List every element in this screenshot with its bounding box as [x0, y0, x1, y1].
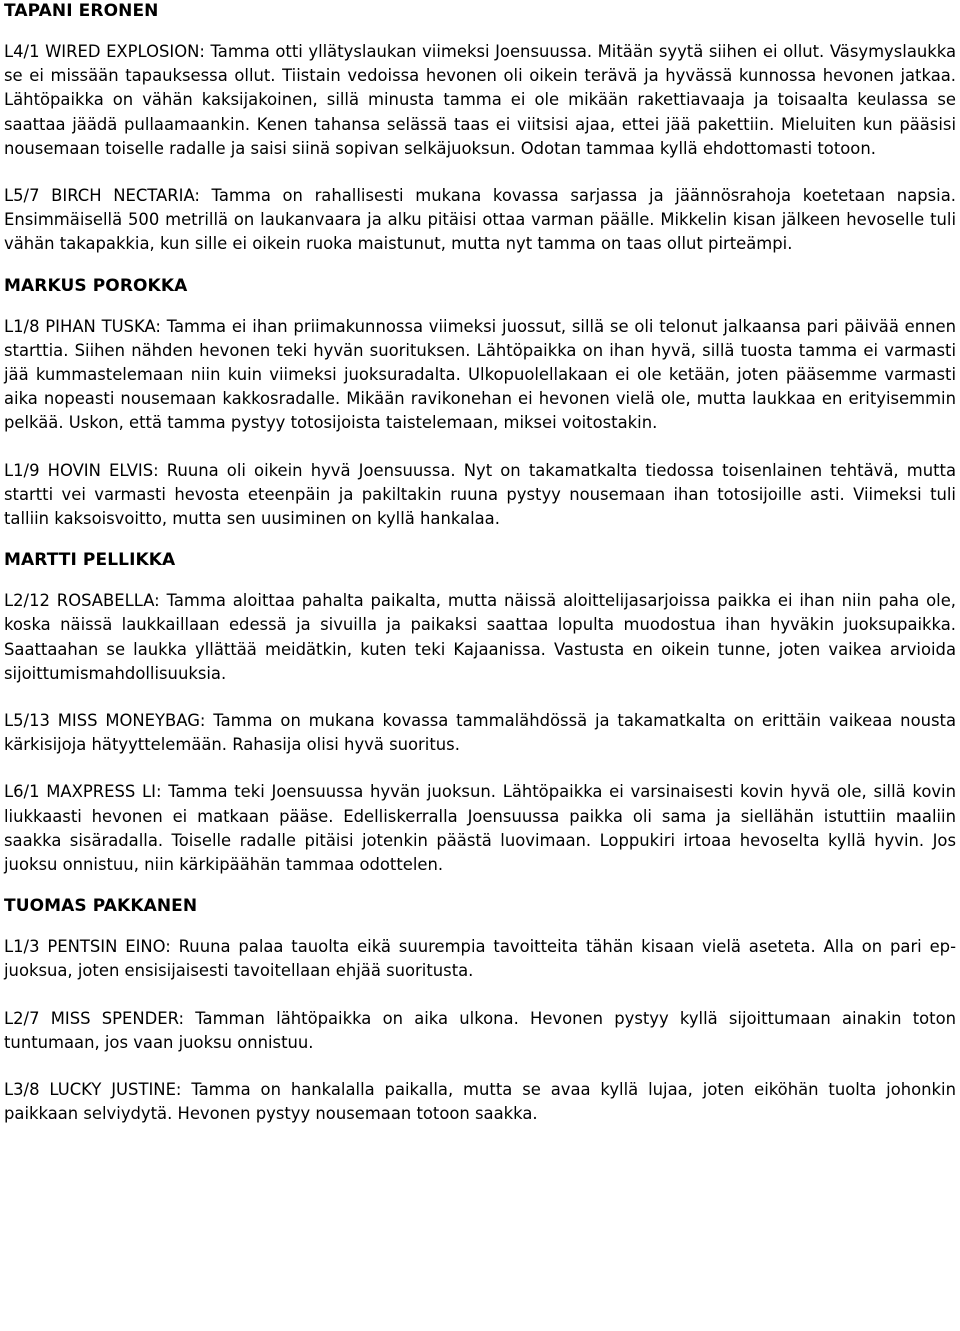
paragraph: L6/1 MAXPRESS LI: Tamma teki Joensuussa hyvän juoksun. Lähtöpaikka ei varsinaisesti kovin hyvä ole, sillä kovin liukkaasti hevonen ei matkaan pääse. Edelliskerralla Joensuussa paikka oli sama ja siellähän istuttiin maaliin saakka sisäradalla. Toiselle radalle pitäisi jotenkin päästä luovimaan. Loppukiri irtoaa hevoselta kyllä hyvin. Jos juoksu onnistuu, niin kärkipäähän tammaa odottelen. [4, 782, 956, 875]
section-heading: TAPANI ERONEN [4, 1, 159, 21]
paragraph: L1/3 PENTSIN EINO: Ruuna palaa tauolta eikä suurempia tavoitteita tähän kisaan vielä aseteta. Alla on pari ep-juoksua, joten ensisijaisesti tavoitellaan ehjää suoritusta. [4, 937, 956, 981]
paragraph: L5/7 BIRCH NECTARIA: Tamma on rahallisesti mukana kovassa sarjassa ja jäännösrahoja koetetaan napsia. Ensimmäisellä 500 metrillä on laukanvaara ja alku pitäisi ottaa varman päälle. Mikkelin kisan jälkeen hevoselle tuli vähän takapakkia, kun sille ei oikein ruoka maistunut, mutta nyt tamma on taas ollut pirteämpi. [4, 186, 956, 254]
paragraph: L4/1 WIRED EXPLOSION: Tamma otti yllätyslaukan viimeksi Joensuussa. Mitään syytä siihen ei ollut. Väsymyslaukka se ei missään tapauksessa ollut. Tiistain vedoissa hevonen oli oikein terävä ja hyvässä kunnossa hevonen jatkaa. Lähtöpaikka on vähän kaksijakoinen, sillä minusta tamma ei ole mikään rakettiavaaja ja toisaalta keulassa se saattaa jäädä pullaamaankin. Kenen tahansa selässä taas ei viitsisi ajaa, ettei jää pakettiin. Mieluiten kun pääsisi nousemaan toiselle radalle ja saisi siinä sopivan selkäjuoksun. Odotan tammaa kyllä ehdottomasti totoon. [4, 42, 956, 158]
paragraph: L3/8 LUCKY JUSTINE: Tamma on hankalalla paikalla, mutta se avaa kyllä lujaa, joten eiköhän tuolta johonkin paikkaan selviydytä. Hevonen pystyy nousemaan totoon saakka. [4, 1080, 956, 1124]
section-heading: TUOMAS PAKKANEN [4, 896, 198, 917]
paragraph: L2/7 MISS SPENDER: Tamman lähtöpaikka on aika ulkona. Hevonen pystyy kyllä sijoittumaan ainakin toton tuntumaan, jos vaan juoksu onnistuu. [4, 1008, 956, 1052]
paragraph: L1/8 PIHAN TUSKA: Tamma ei ihan priimakunnossa viimeksi juossut, sillä se oli telonut jalkaansa pari päivää ennen starttia. Siihen nähden hevonen teki hyvän suorituksen. Lähtöpaikka on ihan hyvä, sillä tuosta tamma ei varmasti jää kummastelemaan niin kuin viimeksi juoksuradalta. Ulkopuolellakaan ei ole ketään, joten pääsemme varmasti aika nopeasti nousemaan kakkosradalle. Mikään ravikonehan ei hevonen vielä ole, mutta laukkaa en erityisemmin pelkää. Uskon, että tamma pystyy totosijoista taistelemaan, miksei voitostakin. [4, 316, 956, 433]
section-heading: MARTTI PELLIKKA [4, 550, 176, 571]
paragraph: L2/12 ROSABELLA: Tamma aloittaa pahalta paikalta, mutta näissä aloittelijasarjoissa paikka ei ihan niin paha ole, koska näissä laukkaillaan edessä ja sivuilla ja paikaksi saattaa lopulta muodostua ihan hyväkin juoksupaikka. Saattaahan se laukka yllättää meidätkin, kuten teki Kajaanissa. Vastusta en oikein tunne, joten vaikea arvioida sijoittumismahdollisuuksia. [4, 591, 956, 683]
paragraph: L1/9 HOVIN ELVIS: Ruuna oli oikein hyvä Joensuussa. Nyt on takamatkalta tiedossa toisenlainen tehtävä, mutta startti vei varmasti hevosta eteenpäin ja pakiltakin ruuna pystyy nousemaan ihan totosijoille asti. Viimeksi tuli talliin kaksoisvoitto, mutta sen uusiminen on kyllä hankalaa. [4, 460, 956, 529]
paragraph: L5/13 MISS MONEYBAG: Tamma on mukana kovassa tammalähdössä ja takamatkalta on erittäin vaikeaa nousta kärkisijoja hätyyttelemään. Rahasija olisi hyvä suoritus. [4, 711, 956, 755]
section-heading: MARKUS POROKKA [4, 275, 188, 296]
document [4, 0, 956, 1127]
